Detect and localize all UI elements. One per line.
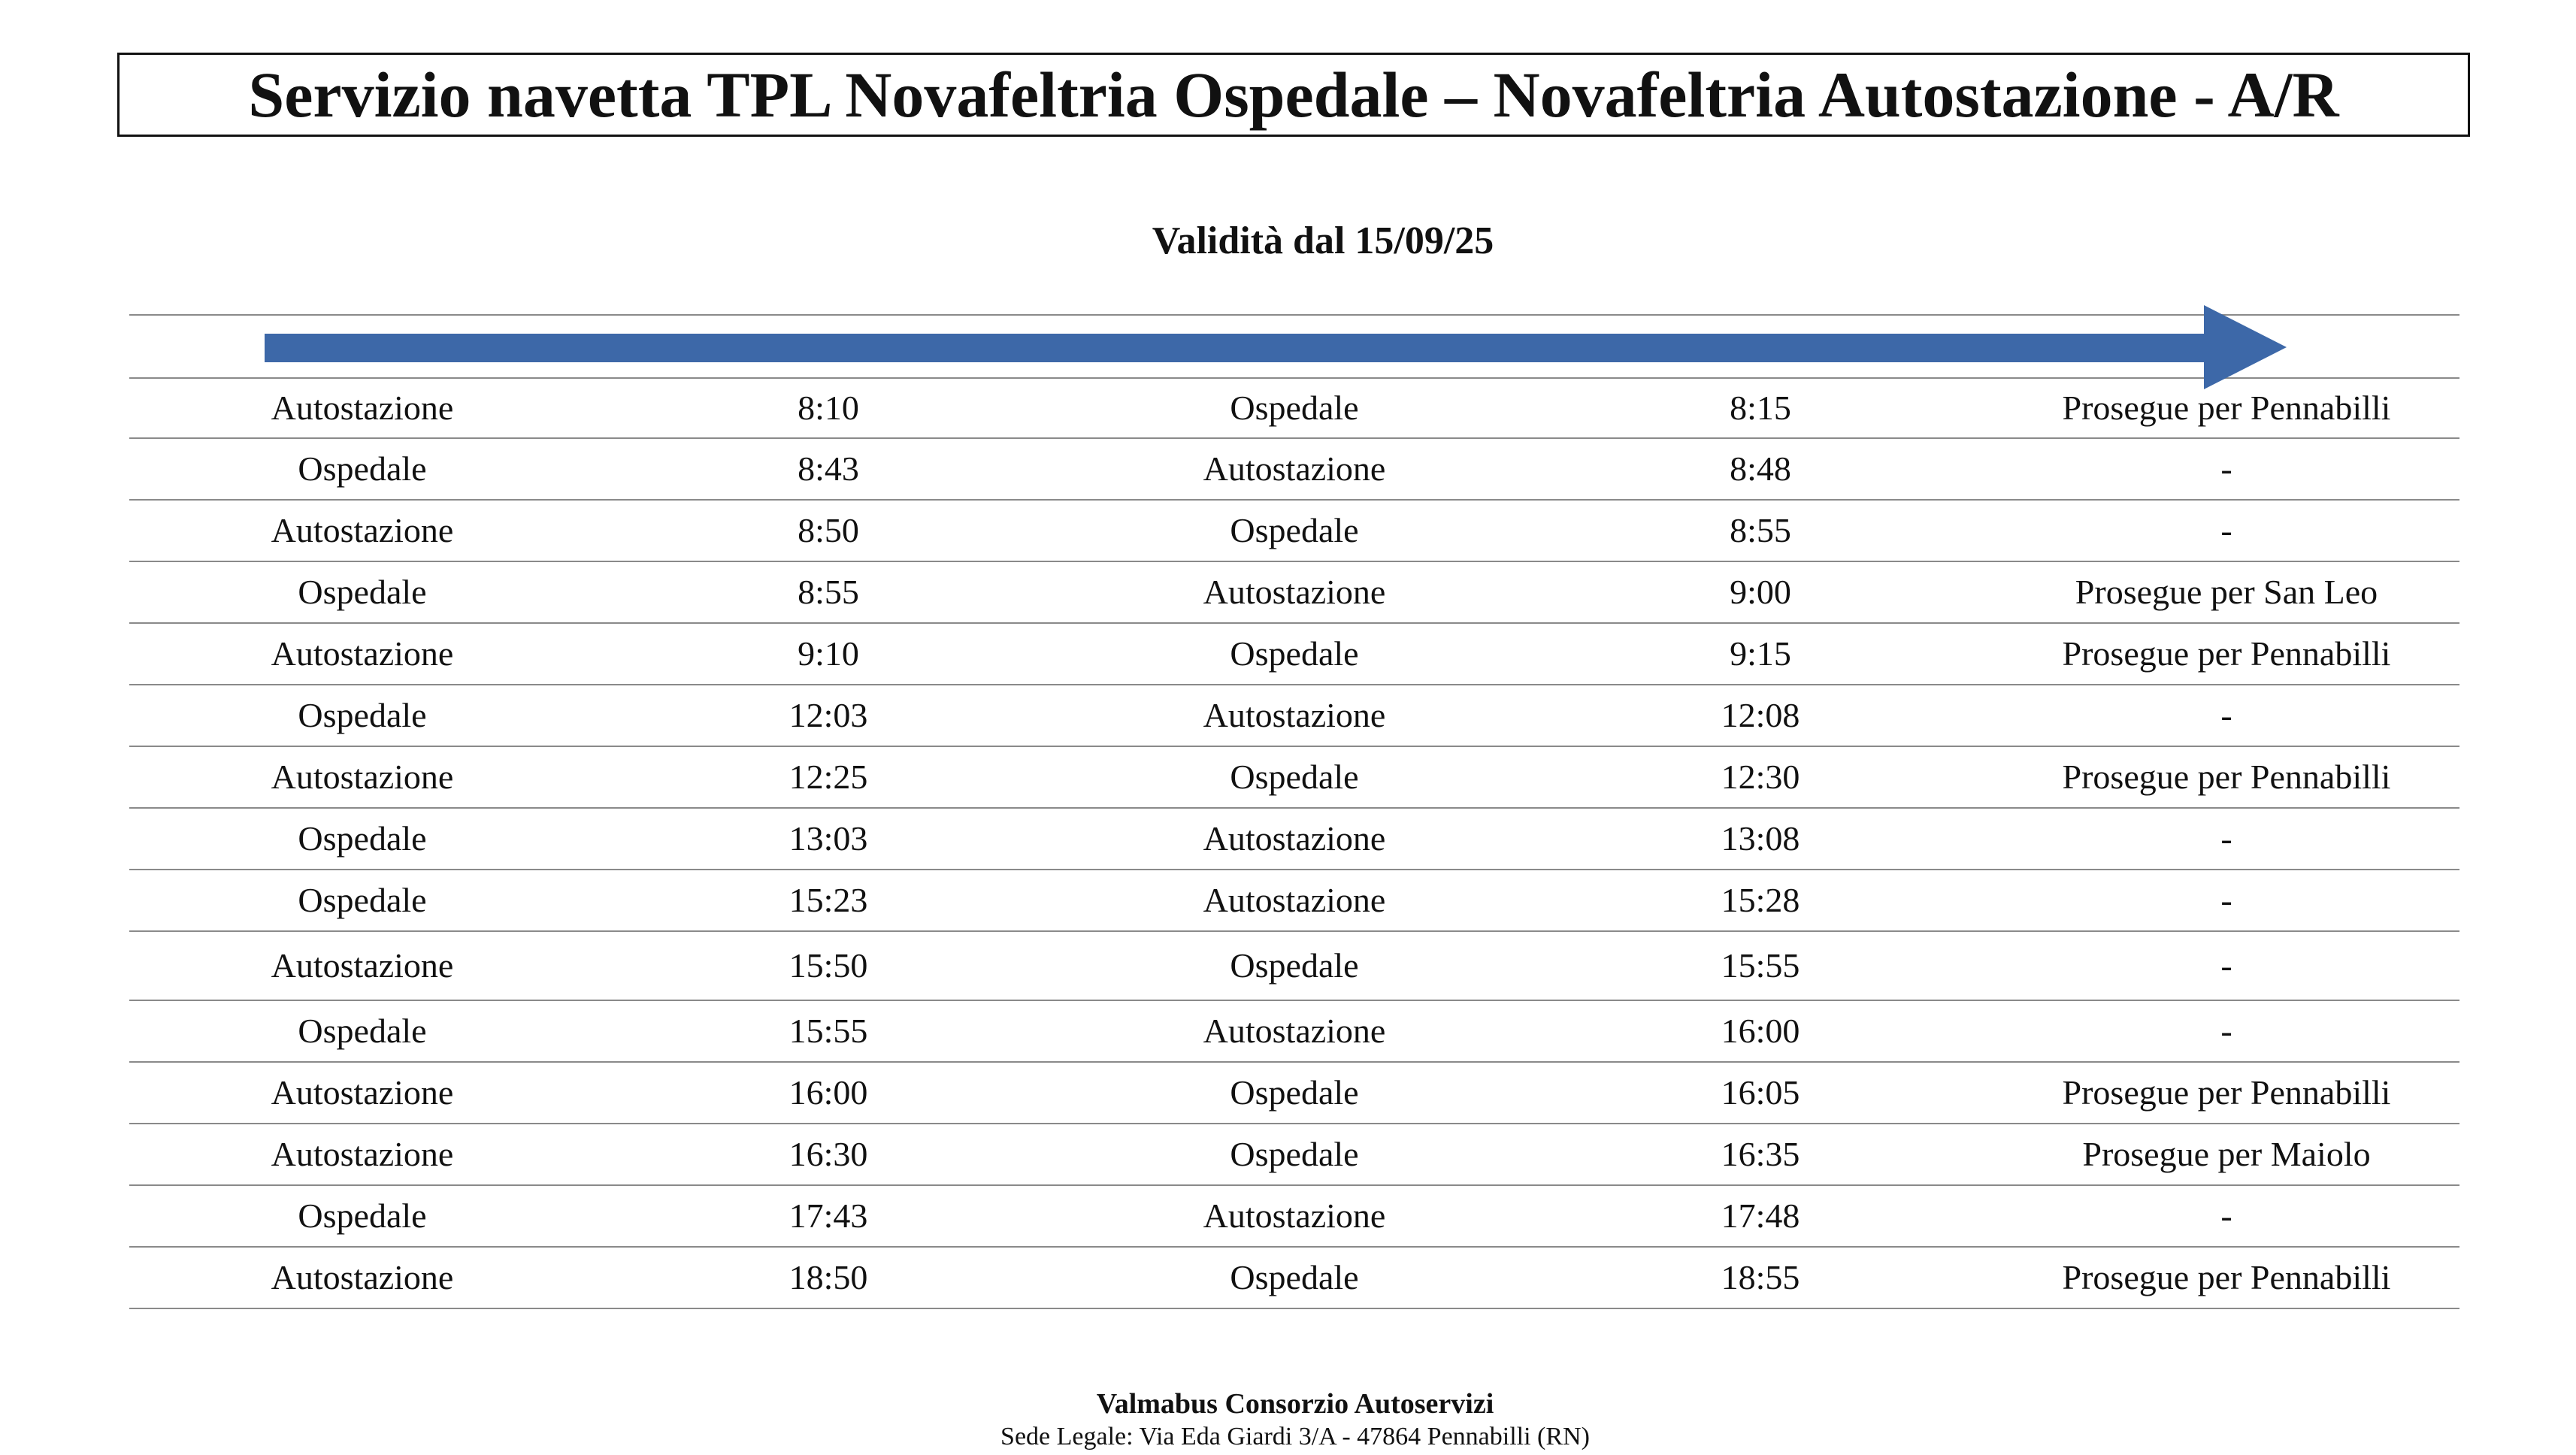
cell-note: - xyxy=(2220,696,2232,734)
cell-arrival: 8:48 xyxy=(1730,449,1791,488)
cell-to: Ospedale xyxy=(1230,1135,1359,1173)
cell-departure: 18:50 xyxy=(789,1258,868,1296)
cell-departure: 15:50 xyxy=(789,946,868,985)
table-row xyxy=(129,624,2459,685)
table-row xyxy=(129,439,2459,501)
table-row xyxy=(129,809,2459,870)
table-row xyxy=(129,1063,2459,1124)
cell-to: Autostazione xyxy=(1203,573,1386,611)
cell-to: Ospedale xyxy=(1230,634,1359,673)
cell-note: Prosegue per Pennabilli xyxy=(2062,389,2391,427)
cell-to: Ospedale xyxy=(1230,1258,1359,1296)
cell-from: Ospedale xyxy=(298,696,427,734)
table-row xyxy=(129,870,2459,932)
cell-note: - xyxy=(2220,881,2232,919)
cell-note: - xyxy=(2220,511,2232,549)
footer-company: Valmabus Consorzio Autoservizi xyxy=(1096,1388,1494,1420)
cell-note: - xyxy=(2220,819,2232,858)
cell-arrival: 15:55 xyxy=(1721,946,1800,985)
cell-arrival: 13:08 xyxy=(1721,819,1800,858)
cell-arrival: 16:05 xyxy=(1721,1073,1800,1112)
cell-to: Ospedale xyxy=(1230,758,1359,796)
cell-arrival: 9:00 xyxy=(1730,573,1791,611)
cell-to: Autostazione xyxy=(1203,1196,1386,1235)
cell-from: Ospedale xyxy=(298,1012,427,1050)
cell-note: Prosegue per Pennabilli xyxy=(2062,1073,2391,1112)
footer-address: Sede Legale: Via Eda Giardi 3/A - 47864 Pennabilli (RN) xyxy=(1000,1423,1590,1450)
cell-arrival: 16:00 xyxy=(1721,1012,1800,1050)
cell-departure: 12:03 xyxy=(789,696,868,734)
table-row xyxy=(129,1186,2459,1248)
table-row xyxy=(129,932,2459,1001)
cell-note: - xyxy=(2220,449,2232,488)
table-row xyxy=(129,1124,2459,1186)
cell-departure: 16:30 xyxy=(789,1135,868,1173)
cell-note: Prosegue per San Leo xyxy=(2075,573,2378,611)
cell-from: Autostazione xyxy=(271,1258,454,1296)
validity-date: Validità dal 15/09/25 xyxy=(1152,219,1494,262)
cell-arrival: 15:28 xyxy=(1721,881,1800,919)
cell-to: Autostazione xyxy=(1203,819,1386,858)
cell-to: Autostazione xyxy=(1203,1012,1386,1050)
cell-arrival: 12:08 xyxy=(1721,696,1800,734)
cell-departure: 8:43 xyxy=(798,449,859,488)
cell-from: Autostazione xyxy=(271,634,454,673)
cell-to: Ospedale xyxy=(1230,389,1359,427)
page-title: Servizio navetta TPL Novafeltria Ospedale – Novafeltria Autostazione - A/R xyxy=(248,59,2339,131)
cell-note: Prosegue per Pennabilli xyxy=(2062,634,2391,673)
cell-from: Ospedale xyxy=(298,573,427,611)
cell-departure: 8:10 xyxy=(798,389,859,427)
title-box xyxy=(117,53,2470,137)
cell-note: Prosegue per Maiolo xyxy=(2082,1135,2371,1173)
cell-from: Autostazione xyxy=(271,1135,454,1173)
cell-note: Prosegue per Pennabilli xyxy=(2062,1258,2391,1296)
cell-from: Autostazione xyxy=(271,946,454,985)
cell-to: Ospedale xyxy=(1230,511,1359,549)
table-row xyxy=(129,501,2459,562)
cell-arrival: 17:48 xyxy=(1721,1196,1800,1235)
table-row xyxy=(129,685,2459,747)
cell-from: Autostazione xyxy=(271,389,454,427)
table-row xyxy=(129,747,2459,809)
cell-departure: 13:03 xyxy=(789,819,868,858)
cell-departure: 15:55 xyxy=(789,1012,868,1050)
cell-from: Autostazione xyxy=(271,511,454,549)
cell-from: Autostazione xyxy=(271,758,454,796)
cell-from: Autostazione xyxy=(271,1073,454,1112)
table-row xyxy=(129,1248,2459,1309)
cell-departure: 15:23 xyxy=(789,881,868,919)
cell-note: Prosegue per Pennabilli xyxy=(2062,758,2391,796)
cell-from: Ospedale xyxy=(298,819,427,858)
cell-arrival: 9:15 xyxy=(1730,634,1791,673)
cell-departure: 9:10 xyxy=(798,634,859,673)
cell-departure: 17:43 xyxy=(789,1196,868,1235)
table-row xyxy=(129,562,2459,624)
cell-from: Ospedale xyxy=(298,1196,427,1235)
cell-departure: 12:25 xyxy=(789,758,868,796)
cell-departure: 8:50 xyxy=(798,511,859,549)
cell-to: Ospedale xyxy=(1230,946,1359,985)
cell-from: Ospedale xyxy=(298,881,427,919)
cell-to: Autostazione xyxy=(1203,881,1386,919)
cell-to: Autostazione xyxy=(1203,449,1386,488)
table-row xyxy=(129,1001,2459,1063)
cell-from: Ospedale xyxy=(298,449,427,488)
cell-arrival: 16:35 xyxy=(1721,1135,1800,1173)
cell-arrival: 18:55 xyxy=(1721,1258,1800,1296)
cell-departure: 8:55 xyxy=(798,573,859,611)
cell-note: - xyxy=(2220,1012,2232,1050)
cell-to: Autostazione xyxy=(1203,696,1386,734)
cell-note: - xyxy=(2220,1196,2232,1235)
table-row xyxy=(129,379,2459,439)
direction-arrow-icon xyxy=(265,305,2287,389)
cell-departure: 16:00 xyxy=(789,1073,868,1112)
cell-arrival: 8:55 xyxy=(1730,511,1791,549)
cell-to: Ospedale xyxy=(1230,1073,1359,1112)
cell-arrival: 12:30 xyxy=(1721,758,1800,796)
cell-note: - xyxy=(2220,946,2232,985)
cell-arrival: 8:15 xyxy=(1730,389,1791,427)
